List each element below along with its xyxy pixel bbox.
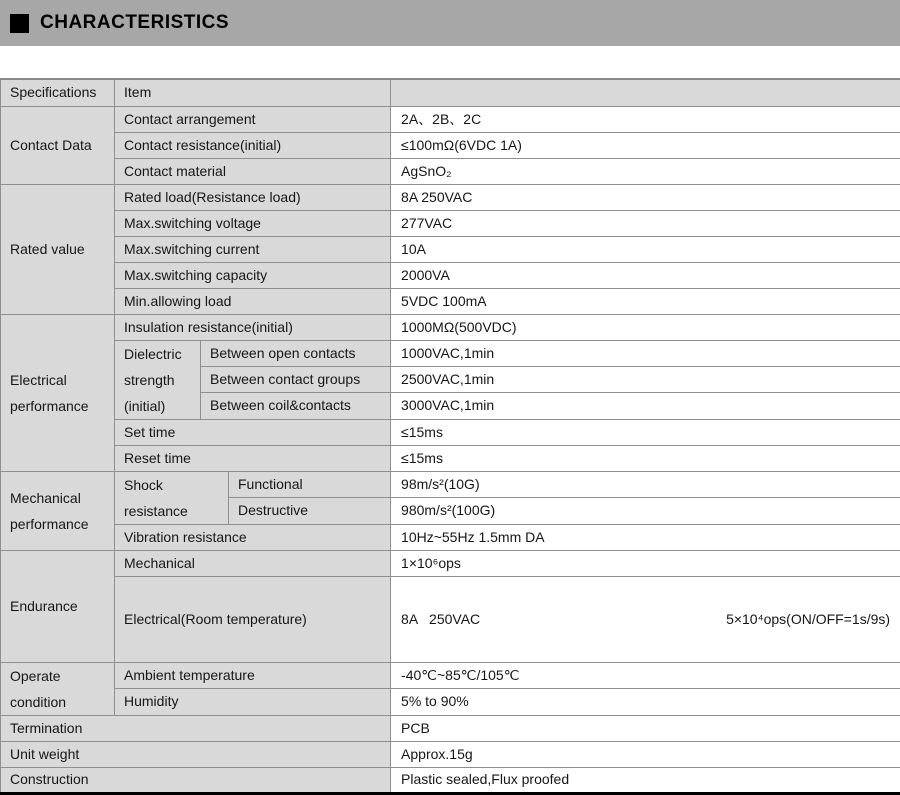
item-cell: Termination [1, 715, 391, 741]
characteristics-table [0, 78, 900, 795]
value-cell: 2A、2B、2C [391, 106, 900, 132]
value-left: 8A 250VAC [401, 611, 480, 628]
value-cell: 2500VAC,1min [391, 366, 900, 392]
item-cell: Functional [229, 471, 391, 498]
group-rated-value: Rated value [1, 184, 115, 314]
item-cell: Ambient temperature [115, 662, 391, 689]
item-cell: Contact arrangement [115, 106, 391, 132]
value-cell: 2000VA [391, 262, 900, 288]
item-cell: Between coil&contacts [201, 393, 391, 419]
table-row [1, 662, 900, 689]
value-cell: ≤15ms [391, 419, 900, 445]
item-cell: Max.switching current [115, 236, 391, 262]
section-title-bar [0, 0, 900, 46]
item-cell: Rated load(Resistance load) [115, 184, 391, 210]
table-row [1, 262, 900, 288]
value-cell: 10A [391, 236, 900, 262]
value-right: 5×10⁴ops(ON/OFF=1s/9s) [726, 611, 890, 628]
item-cell: Vibration resistance [115, 524, 391, 550]
value-cell: 3000VAC,1min [391, 393, 900, 419]
table-row [1, 524, 900, 550]
item-cell: Min.allowing load [115, 288, 391, 314]
black-square-icon [10, 14, 29, 33]
value-cell: 98m/s²(10G) [391, 471, 900, 498]
item-cell: Between open contacts [201, 340, 391, 366]
table-row [1, 419, 900, 445]
value-cell: 277VAC [391, 210, 900, 236]
item-cell: Destructive [229, 498, 391, 525]
table-row [1, 689, 900, 716]
value-cell: ≤100mΩ(6VDC 1A) [391, 132, 900, 158]
value-cell: 10Hz~55Hz 1.5mm DA [391, 524, 900, 550]
value-cell: 1×10⁶ops [391, 550, 900, 576]
item-cell: Construction [1, 767, 391, 793]
item-cell: Humidity [115, 689, 391, 716]
group-operate-condition: Operate condition [1, 662, 115, 715]
value-cell: 1000VAC,1min [391, 340, 900, 366]
value-cell: PCB [391, 715, 900, 741]
table-header-row [1, 79, 900, 106]
item-cell: Electrical(Room temperature) [115, 576, 391, 662]
value-cell: -40℃~85℃/105℃ [391, 662, 900, 689]
group-endurance: Endurance [1, 550, 115, 662]
table-row [1, 158, 900, 184]
value-cell: 980m/s²(100G) [391, 498, 900, 525]
header-specifications: Specifications [1, 79, 115, 106]
item-cell: Reset time [115, 445, 391, 471]
value-cell: 8A 250VAC [391, 184, 900, 210]
table-row [1, 576, 900, 662]
table-row [1, 471, 900, 498]
table-row [1, 132, 900, 158]
table-row [1, 550, 900, 576]
group-contact-data: Contact Data [1, 106, 115, 184]
table-row [1, 236, 900, 262]
table-row [1, 445, 900, 471]
table-row [1, 340, 900, 366]
header-item: Item [115, 79, 391, 106]
table-row [1, 314, 900, 340]
table-row [1, 767, 900, 793]
table-row [1, 210, 900, 236]
group-electrical-performance: Electrical performance [1, 314, 115, 471]
value-cell: Plastic sealed,Flux proofed [391, 767, 900, 793]
value-cell [391, 576, 900, 662]
item-cell: Unit weight [1, 741, 391, 767]
item-cell: Contact material [115, 158, 391, 184]
table-row [1, 288, 900, 314]
table-row [1, 184, 900, 210]
table-row [1, 715, 900, 741]
value-cell: 5VDC 100mA [391, 288, 900, 314]
value-cell: 1000MΩ(500VDC) [391, 314, 900, 340]
item-cell: Between contact groups [201, 366, 391, 392]
header-value [391, 79, 900, 106]
subgroup-dielectric-strength: Dielectric strength (initial) [115, 340, 201, 419]
value-cell: ≤15ms [391, 445, 900, 471]
group-mechanical-performance: Mechanical performance [1, 471, 115, 550]
value-cell: Approx.15g [391, 741, 900, 767]
item-cell: Mechanical [115, 550, 391, 576]
item-cell: Max.switching capacity [115, 262, 391, 288]
section-title: CHARACTERISTICS [40, 12, 229, 34]
item-cell: Contact resistance(initial) [115, 132, 391, 158]
item-cell: Max.switching voltage [115, 210, 391, 236]
item-cell: Set time [115, 419, 391, 445]
subgroup-shock-resistance: Shock resistance [115, 471, 229, 524]
item-cell: Insulation resistance(initial) [115, 314, 391, 340]
table-row [1, 741, 900, 767]
value-cell: 5% to 90% [391, 689, 900, 716]
table-row [1, 106, 900, 132]
value-cell: AgSnO₂ [391, 158, 900, 184]
